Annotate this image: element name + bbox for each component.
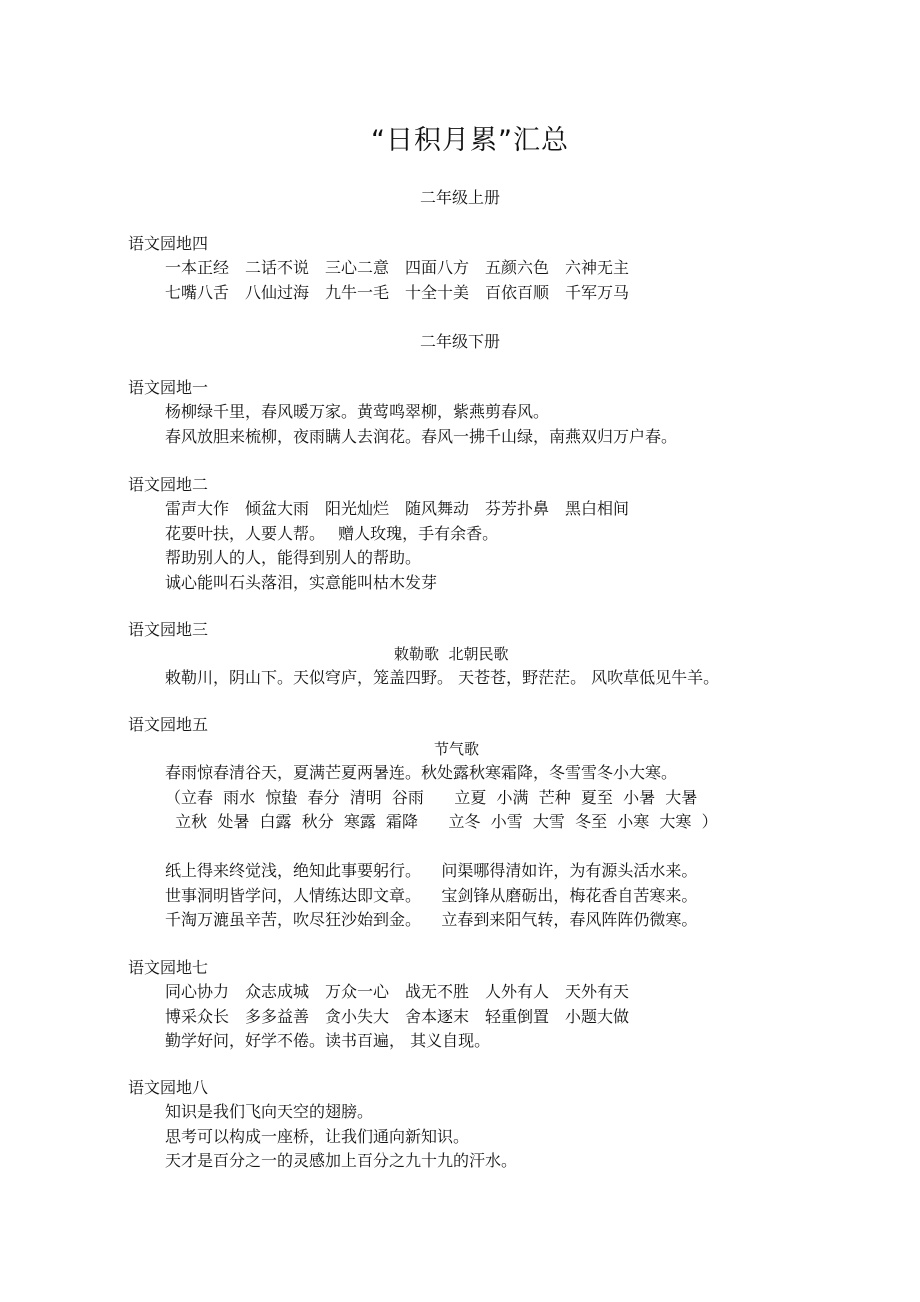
section-title: 语文园地八: [128, 1078, 209, 1097]
section-yuwen-yuandi-8: [128, 1076, 888, 1174]
section-line: （立春 雨水 惊蛰 春分 清明 谷雨 立夏 小满 芒种 夏至 小暑 大暑: [165, 787, 698, 807]
section-line: 同心协力 众志成城 万众一心 战无不胜 人外有人 天外有天: [165, 982, 630, 1001]
page-title: “日积月累”汇总: [371, 125, 569, 156]
section-yuwen-yuandi-4: [128, 232, 888, 305]
section-line: 春雨惊春清谷天，夏满芒夏两暑连。秋处露秋寒霜降，冬雪雪冬小大寒。: [165, 763, 678, 782]
grade-heading-lower: 二年级下册: [419, 332, 500, 351]
section-line: 立秋 处暑 白露 秋分 寒露 霜降 立冬 小雪 大雪 冬至 小寒 大寒 ）: [165, 812, 718, 831]
section-line: 春风放胆来梳柳，夜雨瞒人去润花。春风一拂千山绿，南燕双归万户春。: [165, 426, 678, 446]
section-line: 纸上得来终觉浅，绝知此事要躬行。 问渠哪得清如许，为有源头活水来。: [165, 861, 698, 880]
section-title: 语文园地七: [128, 958, 209, 977]
section-line: 勤学好问，好学不倦。读书百遍， 其义自现。: [165, 1031, 491, 1050]
section-yuwen-yuandi-1: [128, 376, 888, 449]
section-line: 帮助别人的人，能得到别人的帮助。: [165, 548, 422, 567]
section-line: 雷声大作 倾盆大雨 阳光灿烂 随风舞动 芬芳扑鼻 黑白相间: [165, 499, 630, 518]
section-yuwen-yuandi-2: [128, 473, 888, 595]
section-line: 知识是我们飞向天空的翅膀。: [165, 1102, 374, 1121]
section-yuwen-yuandi-3: [128, 618, 888, 691]
section-title: 语文园地五: [128, 715, 209, 734]
section-title: 语文园地一: [128, 378, 209, 397]
section-yuwen-yuandi-5: [128, 713, 888, 933]
section-line: 千淘万漉虽辛苦，吹尽狂沙始到金。 立春到来阳气转，春风阵阵仍微寒。: [165, 910, 698, 929]
section-line: 一本正经 二话不说 三心二意 四面八方 五颜六色 六神无主: [165, 258, 630, 277]
section-yuwen-yuandi-7: [128, 956, 888, 1054]
poem-title: 敕勒歌 北朝民歌: [394, 645, 509, 663]
section-title: 语文园地四: [128, 234, 209, 253]
section-line: 世事洞明皆学问，人情练达即文章。 宝剑锋从磨砺出，梅花香自苦寒来。: [165, 885, 698, 905]
section-line: [128, 835, 888, 860]
section-line: 博采众长 多多益善 贪小失大 舍本逐末 轻重倒置 小题大做: [165, 1006, 630, 1026]
section-title: 语文园地三: [128, 620, 209, 639]
section-line: 花要叶扶，人要人帮。 赠人玫瑰，手有余香。: [165, 523, 499, 543]
poem-title: 节气歌: [434, 740, 480, 758]
section-line: 七嘴八舌 八仙过海 九牛一毛 十全十美 百依百顺 千军万马: [165, 282, 630, 302]
section-line: 杨柳绿千里，春风暖万家。黄莺鸣翠柳，紫燕剪春风。: [165, 402, 550, 421]
section-title: 语文园地二: [128, 475, 209, 494]
section-line: 天才是百分之一的灵感加上百分之九十九的汗水。: [165, 1151, 518, 1170]
section-line: 敕勒川，阴山下。天似穹庐，笼盖四野。 天苍苍，野茫茫。 风吹草低见牛羊。: [165, 668, 720, 687]
grade-heading-upper: 二年级上册: [419, 188, 500, 207]
section-line: 诚心能叫石头落泪，实意能叫枯木发芽: [165, 572, 438, 592]
section-line: 思考可以构成一座桥，让我们通向新知识。: [165, 1126, 470, 1146]
